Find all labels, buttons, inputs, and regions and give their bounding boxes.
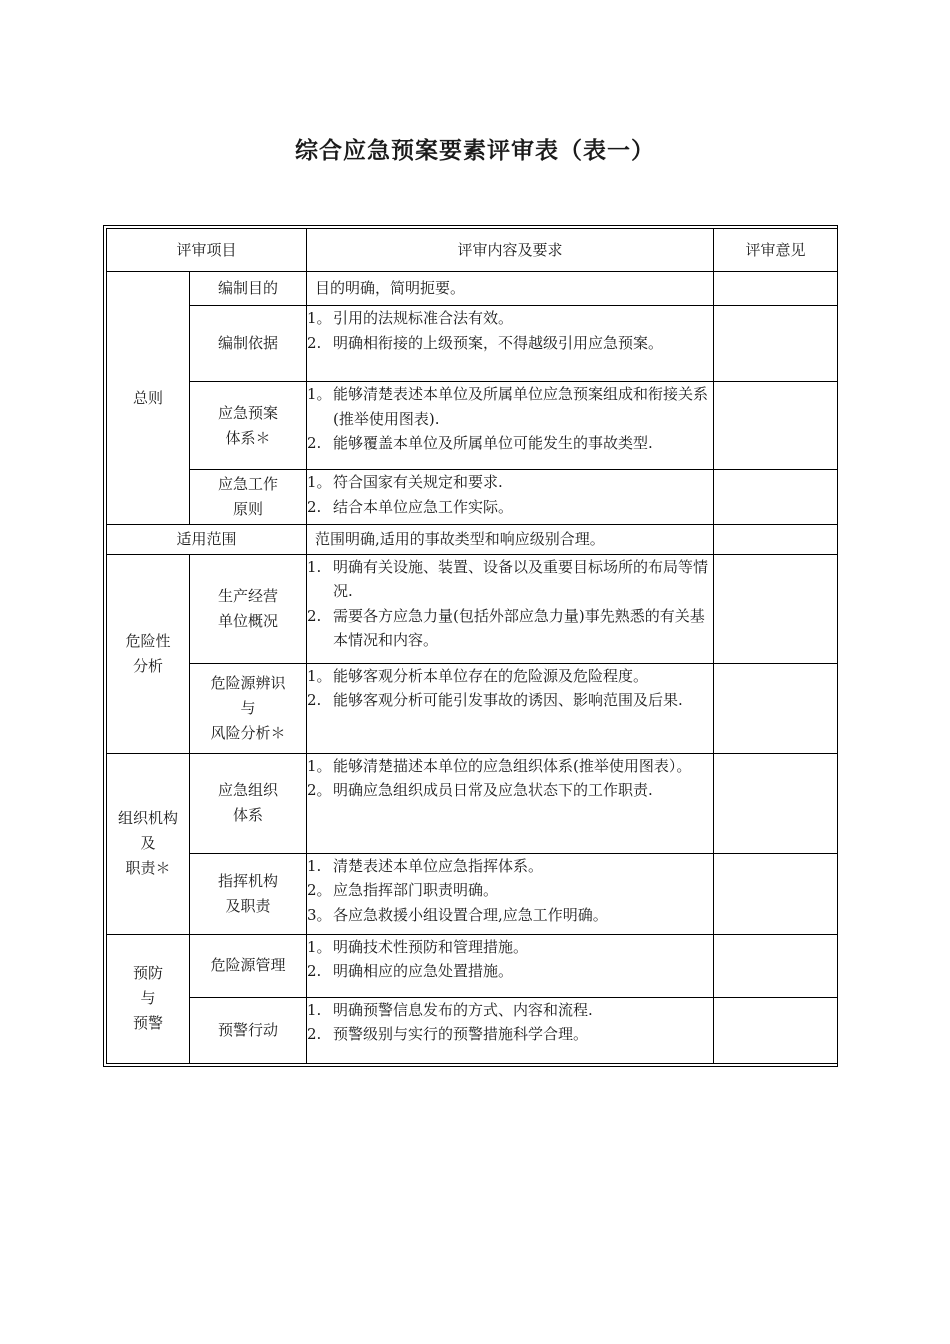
subitem-cell	[190, 272, 307, 306]
opinion-cell[interactable]	[714, 554, 838, 663]
subitem-cell	[190, 470, 307, 525]
category-cell: 适用范围	[107, 525, 307, 555]
subitem-cell	[190, 753, 307, 853]
table-row	[107, 934, 838, 997]
subitem-label: 单位概况	[218, 611, 279, 630]
opinion-cell[interactable]	[714, 382, 838, 470]
content-item: 1. 明确预警信息发布的方式、内容和流程.	[307, 1000, 593, 1019]
content-item: 1。引用的法规标准合法有效。	[307, 309, 514, 327]
opinion-cell[interactable]	[714, 997, 838, 1063]
subitem-label: 编制依据	[218, 334, 279, 352]
content-cell	[307, 470, 714, 525]
opinion-cell[interactable]	[714, 853, 838, 934]
category-label: 职责＊	[125, 859, 171, 877]
page-title: 综合应急预案要素评审表（表一）	[295, 138, 655, 164]
table-row	[107, 554, 838, 663]
content-item: 2. 能够客观分析可能引发事故的诱因、影响范围及后果.	[307, 691, 683, 709]
opinion-cell[interactable]	[714, 753, 838, 853]
subitem-label: 编制目的	[218, 279, 279, 297]
subitem-label: 应急预案	[218, 403, 279, 422]
category-label: 危险性	[125, 631, 171, 650]
opinion-cell[interactable]	[714, 934, 838, 997]
category-label: 预防	[132, 964, 163, 982]
content-text: 范围明确,适用的事故类型和响应级别合理。	[315, 530, 605, 548]
subitem-label: 生产经营	[218, 586, 279, 605]
subitem-label: 指挥机构	[218, 871, 279, 890]
content-cell	[307, 853, 714, 934]
content-cell	[307, 997, 714, 1063]
subitem-cell	[190, 853, 307, 934]
table-row	[107, 382, 838, 470]
header-opinion: 评审意见	[714, 229, 838, 272]
content-item: 1. 清楚表述本单位应急指挥体系。	[307, 856, 544, 875]
content-item: 1。符合国家有关规定和要求.	[307, 473, 503, 491]
subitem-label: 危险源管理	[210, 956, 286, 974]
content-item: 2. 预警级别与实行的预警措施科学合理。	[307, 1025, 589, 1043]
content-item: 1. 明确有关设施、装置、设备以及重要目标场所的布局等情况.	[307, 557, 709, 600]
subitem-label: 风险分析＊	[210, 723, 286, 742]
content-cell	[307, 272, 714, 306]
content-item: 2. 明确相应的应急处置措施。	[307, 962, 514, 980]
content-item: 1。能够客观分析本单位存在的危险源及危险程度。	[307, 666, 649, 685]
table-row	[107, 997, 838, 1063]
subitem-label: 体系＊	[225, 428, 271, 447]
table-row	[107, 306, 838, 382]
opinion-cell[interactable]	[714, 525, 838, 555]
header-content: 评审内容及要求	[307, 229, 714, 272]
review-table	[106, 228, 838, 1064]
subitem-cell	[190, 306, 307, 382]
content-cell	[307, 525, 714, 555]
content-cell	[307, 934, 714, 997]
content-item: 2. 结合本单位应急工作实际。	[307, 497, 514, 516]
subitem-label: 体系	[233, 806, 264, 824]
content-cell	[307, 554, 714, 663]
table-header-row	[107, 229, 838, 272]
table-row	[107, 470, 838, 525]
subitem-label: 原则	[233, 500, 264, 518]
content-item: 2. 明确相衔接的上级预案，不得越级引用应急预案。	[307, 333, 664, 352]
opinion-cell[interactable]	[714, 306, 838, 382]
content-item: 1。能够清楚表述本单位及所属单位应急预案组成和衔接关系(推举使用图表).	[307, 385, 709, 428]
category-cell	[107, 554, 190, 753]
category-label: 及	[140, 834, 156, 852]
content-item: 2。应急指挥部门职责明确。	[307, 881, 499, 899]
table-row	[107, 663, 838, 753]
subitem-cell	[190, 382, 307, 470]
category-label: 分析	[132, 656, 163, 675]
category-label: 组织机构	[117, 809, 178, 827]
content-item: 1。明确技术性预防和管理措施。	[307, 937, 529, 956]
content-item: 2。明确应急组织成员日常及应急状态下的工作职责.	[307, 781, 653, 799]
subitem-label: 及职责	[225, 896, 271, 915]
category-label: 与	[140, 989, 156, 1007]
subitem-label: 与	[240, 698, 256, 717]
content-item: 3。各应急救援小组设置合理,应急工作明确。	[307, 905, 608, 924]
content-cell	[307, 753, 714, 853]
subitem-label: 预警行动	[218, 1020, 279, 1039]
subitem-label: 应急工作	[218, 475, 279, 493]
subitem-cell	[190, 934, 307, 997]
category-cell	[107, 753, 190, 934]
content-text: 目的明确，简明扼要。	[315, 279, 466, 298]
table-row	[107, 272, 838, 306]
content-cell	[307, 382, 714, 470]
subitem-cell	[190, 554, 307, 663]
table-row	[107, 853, 838, 934]
content-item: 2. 需要各方应急力量(包括外部应急力量)事先熟悉的有关基本情况和内容。	[307, 606, 705, 649]
content-cell	[307, 306, 714, 382]
opinion-cell[interactable]	[714, 470, 838, 525]
content-cell	[307, 663, 714, 753]
content-item: 2. 能够覆盖本单位及所属单位可能发生的事故类型.	[307, 434, 653, 452]
subitem-label: 危险源辨识	[210, 673, 286, 692]
table-row	[107, 753, 838, 853]
category-label: 预警	[132, 1014, 163, 1032]
subitem-cell	[190, 663, 307, 753]
review-table-frame	[103, 225, 838, 1067]
opinion-cell[interactable]	[714, 663, 838, 753]
subitem-cell	[190, 997, 307, 1063]
category-cell: 总则	[107, 272, 190, 525]
table-row	[107, 525, 838, 555]
header-item: 评审项目	[107, 229, 307, 272]
category-cell	[107, 934, 190, 1063]
content-item: 1。能够清楚描述本单位的应急组织体系(推举使用图表）。	[307, 756, 692, 775]
subitem-label: 应急组织	[218, 781, 279, 799]
opinion-cell[interactable]	[714, 272, 838, 306]
